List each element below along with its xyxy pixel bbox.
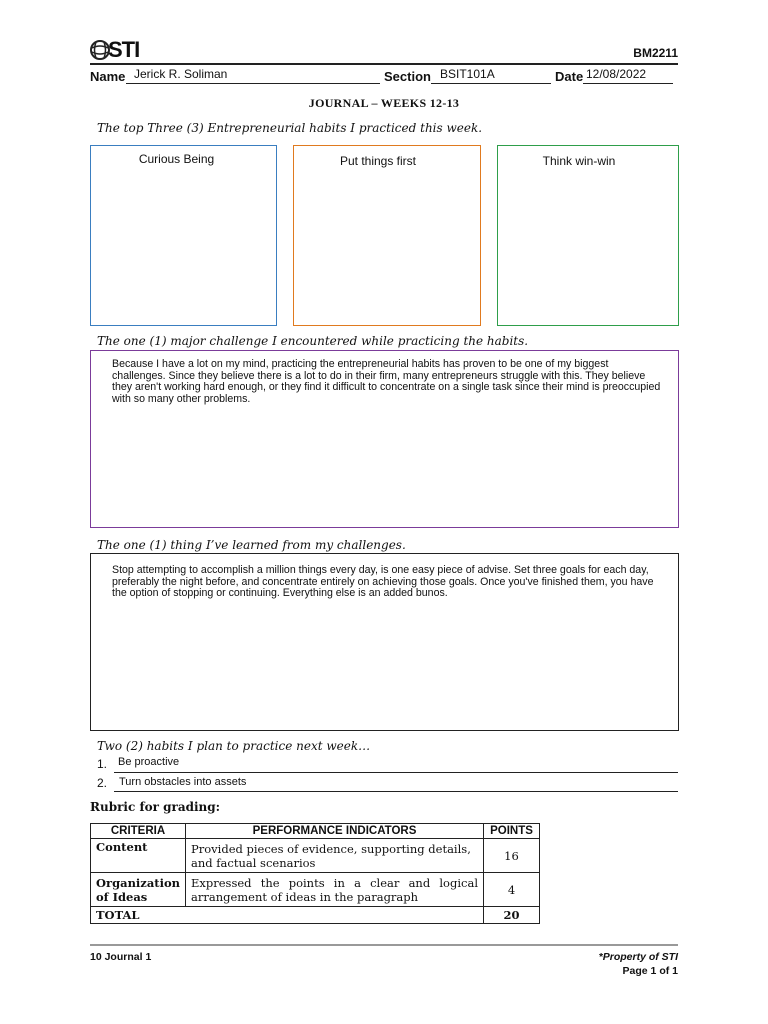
rubric-header-row bbox=[91, 824, 540, 839]
total-points: 20 bbox=[484, 907, 540, 924]
habits-prompt: The top Three (3) Entrepreneurial habits I practiced this week. bbox=[97, 121, 483, 135]
plan-habit-1: Be proactive bbox=[118, 756, 180, 768]
rubric-heading: Rubric for grading: bbox=[90, 800, 221, 814]
row-points: 16 bbox=[484, 839, 540, 873]
section-field bbox=[431, 69, 551, 84]
row-indicator: Expressed the points in a clear and logical arrangement of ideas in the paragraph bbox=[186, 873, 484, 907]
habit-box-1 bbox=[90, 145, 277, 326]
plan-line-1 bbox=[114, 756, 678, 773]
table-row bbox=[91, 873, 540, 907]
date-label: Date bbox=[555, 69, 584, 84]
row-indicator: Provided pieces of evidence, supporting details, and factual scenarios bbox=[186, 839, 484, 873]
name-label: Name bbox=[90, 69, 126, 84]
habit-2: Put things first bbox=[339, 154, 417, 168]
section-value: BSIT101A bbox=[440, 67, 495, 81]
row-criteria: Content bbox=[91, 839, 186, 873]
plan-prompt: Two (2) habits I plan to practice next week… bbox=[97, 739, 371, 753]
logo-text: STI bbox=[108, 37, 140, 62]
plan-habit-2: Turn obstacles into assets bbox=[119, 776, 247, 788]
footer-page: Page 1 of 1 bbox=[622, 965, 678, 977]
header-criteria: CRITERIA bbox=[91, 824, 186, 839]
table-row bbox=[91, 839, 540, 873]
habit-box-2 bbox=[293, 145, 481, 326]
footer-property: *Property of STI bbox=[598, 951, 678, 963]
row-criteria: Organization of Ideas bbox=[91, 873, 186, 907]
challenge-text: Because I have a lot on my mind, practicing the entrepreneurial habits has proven to be one of my biggest challenges. Since they believe there is a lot to do in their firm, many entrepreneurs struggle with this. They believe they aren't working hard enough, or they find it difficult to concentrate on a single task since their mind is preoccupied with so many other problems. bbox=[112, 358, 661, 405]
habit-box-3 bbox=[497, 145, 679, 326]
rubric-total-row bbox=[91, 907, 540, 924]
plan-number-2: 2. bbox=[97, 776, 108, 790]
challenge-box bbox=[90, 350, 679, 528]
page-title: JOURNAL – WEEKS 12-13 bbox=[308, 96, 460, 110]
footer-left: 10 Journal 1 bbox=[90, 951, 152, 963]
footer-rule bbox=[90, 944, 678, 946]
learned-prompt: The one (1) thing I’ve learned from my challenges. bbox=[97, 538, 406, 552]
sti-logo bbox=[90, 38, 142, 62]
total-label: TOTAL bbox=[91, 907, 484, 924]
habit-3: Think win-win bbox=[542, 154, 616, 168]
plan-line-2 bbox=[114, 775, 678, 792]
rubric-table bbox=[90, 823, 540, 924]
name-value: Jerick R. Soliman bbox=[134, 67, 228, 81]
row-points: 4 bbox=[484, 873, 540, 907]
header-rule bbox=[90, 63, 678, 65]
plan-number-1: 1. bbox=[97, 757, 108, 771]
name-field bbox=[126, 69, 380, 84]
date-field bbox=[583, 69, 673, 84]
section-label: Section bbox=[384, 69, 431, 84]
header-points: POINTS bbox=[484, 824, 540, 839]
date-value: 12/08/2022 bbox=[586, 67, 647, 81]
challenge-prompt: The one (1) major challenge I encountered while practicing the habits. bbox=[97, 334, 529, 348]
habit-1: Curious Being bbox=[138, 152, 215, 166]
learned-box bbox=[90, 553, 679, 731]
header-indicators: PERFORMANCE INDICATORS bbox=[186, 824, 484, 839]
course-code: BM2211 bbox=[633, 46, 678, 60]
globe-icon bbox=[90, 40, 110, 60]
learned-text: Stop attempting to accomplish a million things every day, is one easy piece of advise. Set three goals for each day, preferably the night before, and concentrate entirely on achieving those goals. Once you've finished them, you have the option of stopping or continuing. Everything else is an added bunos. bbox=[112, 564, 654, 599]
